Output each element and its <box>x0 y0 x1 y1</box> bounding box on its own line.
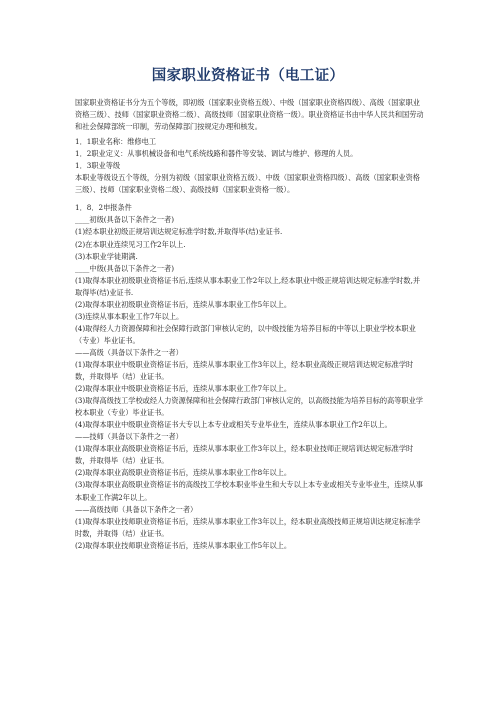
condition-line: (3)本职业学徒期满. <box>75 251 138 261</box>
level-heading-senior-technician: ——高级技师（具备以下条件之一者） <box>75 504 198 514</box>
item-levels-description: 本职业等级设五个等级，分别为初级（国家职业资格五级）、中级（国家职业资格四级）、高级（国家职业资格三级）、技师（国家职业资格二级）、高级技师（国家职业资格一级）。 <box>75 173 420 195</box>
condition-line: (3)连续从事本职业工作7年以上。 <box>75 311 184 321</box>
item-job-levels: 1．3职业等级 <box>75 161 121 171</box>
condition-line: (3)取得高级技工学校或经人力资源保障和社会保障行政部门审核认定的，以高级技能为培养目标的高等职业学校本职业（专业）毕业证书。 <box>75 396 423 418</box>
intro-paragraph: 国家职业资格证书分为五个等级，即初级（国家职业资格五级）、中级（国家职业资格四级）、高级（国家职业资格三级）、技师（国家职业资格二级）、高级技师（国家职业资格一级）。职业资格证书由中华人民共和国劳动和社会保障部统一印制，劳动保障部门按规定办理和核发。 <box>75 98 424 132</box>
section-heading: 1．8．2申报条件 <box>75 203 132 213</box>
condition-line: (1)取得本职业技师职业资格证书后，连续从事本职业工作3年以上，经本职业高级技师正规培训达规定标准学时数，并取得（结）业证书。 <box>75 516 421 538</box>
document-body <box>75 97 427 552</box>
condition-line: (4)取得经人力资源保障和社会保障行政部门审核认定的，以中级技能为培养目标的中等以上职业学校本职业（专业）毕业证书。 <box>75 323 416 345</box>
condition-line: (1)取得本职业初级职业资格证书后,连续从事本职业工作2年以上,经本职业中级正规培训达规定标准学时数,并取得毕(结)业证书. <box>75 275 421 297</box>
condition-line: (2)取得本职业中级职业资格证书后，连续从事本职业工作7年以上。 <box>75 384 292 394</box>
condition-line: (2)取得本职业高级职业资格证书后，连续从事本职业工作8年以上。 <box>75 468 292 478</box>
level-heading-technician: ——技师（具备以下条件之一者） <box>75 432 183 442</box>
item-job-definition: 1．2职业定义：从事机械设备和电气系统线路和器件等安装、调试与维护、修理的人员。 <box>75 149 358 159</box>
condition-line: (3)取得本职业高级职业资格证书的高级技工学校本职业毕业生和大专以上本专业或相关专业毕业生，连续从事本职业工作满2年以上。 <box>75 480 423 502</box>
level-heading-intermediate: ____中级(具备以下条件之一者) <box>75 263 175 273</box>
condition-line: (1)取得本职业中级职业资格证书后，连续从事本职业工作3年以上，经本职业高级正规培训达规定标准学时数，并取得毕（结）业证书。 <box>75 359 414 382</box>
condition-line: (2)在本职业连续见习工作2年以上. <box>75 239 186 249</box>
condition-line: (2)取得本职业初级职业资格证书后，连续从事本职业工作5年以上。 <box>75 299 292 309</box>
level-heading-junior: ____初级(具备以下条件之一者) <box>75 215 175 225</box>
condition-line: (4)取得本职业中级职业资格证书大专以上本专业或相关专业毕业生，连续从事本职业工作2年以上。 <box>75 420 392 430</box>
document-title: 国家职业资格证书（电工证） <box>151 67 345 84</box>
item-job-name: 1．1职业名称：维修电工 <box>75 137 157 147</box>
condition-line: (1)取得本职业高级职业资格证书后，连续从事本职业工作3年以上，经本职业技师正规培训达规定标准学时数，并取得毕（结）业证书。 <box>75 444 414 466</box>
condition-line: (1)经本职业初级正规培训达规定标准学时数,并取得毕(结)业证书. <box>75 227 283 237</box>
condition-line: (2)取得本职业技师职业资格证书后，连续从事本职业工作5年以上。 <box>75 540 292 550</box>
level-heading-senior: ——高级（具备以下条件之一者） <box>75 347 183 357</box>
